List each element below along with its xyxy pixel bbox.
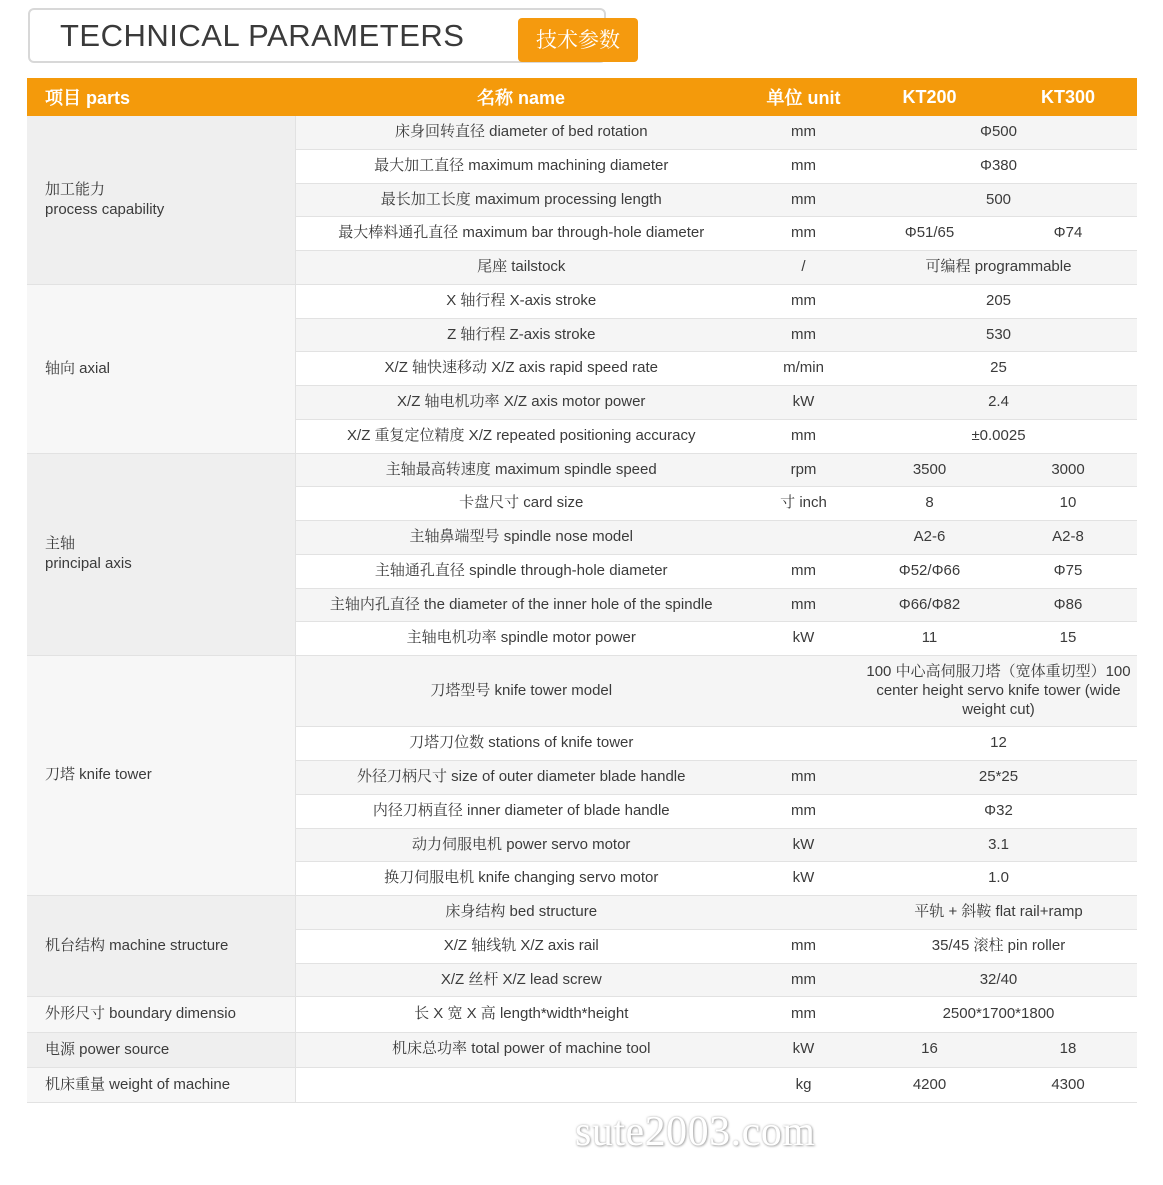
cell-value-kt200: 3500 (860, 453, 999, 487)
cell-name: 长 X 宽 X 高 length*width*height (295, 997, 747, 1032)
cell-value-kt300: 4300 (999, 1067, 1137, 1102)
cell-unit: mm (747, 588, 860, 622)
cell-name: 主轴通孔直径 spindle through-hole diameter (295, 554, 747, 588)
cell-unit: mm (747, 183, 860, 217)
cell-value-shared: Φ380 (860, 149, 1137, 183)
table-row (27, 656, 1137, 727)
cell-value-shared: 3.1 (860, 828, 1137, 862)
table-row (27, 896, 1137, 930)
cell-value-shared: 35/45 滚柱 pin roller (860, 929, 1137, 963)
cell-value-kt200: 11 (860, 622, 999, 656)
cell-value-shared: 530 (860, 318, 1137, 352)
cell-name: 尾座 tailstock (295, 251, 747, 285)
row-group-label: 机台结构 machine structure (27, 896, 295, 997)
cell-value-shared: 可编程 programmable (860, 251, 1137, 285)
cell-unit: m/min (747, 352, 860, 386)
cell-value-shared: 25*25 (860, 761, 1137, 795)
cell-value-shared: 500 (860, 183, 1137, 217)
watermark: sute2003.com (575, 1109, 816, 1155)
cell-value-shared: 100 中心高伺服刀塔（宽体重切型）100 center height servo knife tower (wide weight cut) (860, 656, 1137, 727)
cell-name: Z 轴行程 Z-axis stroke (295, 318, 747, 352)
cell-name: X/Z 轴线轨 X/Z axis rail (295, 929, 747, 963)
cell-value-kt300: Φ75 (999, 554, 1137, 588)
row-group-label: 刀塔 knife tower (27, 656, 295, 896)
cell-value-shared: 32/40 (860, 963, 1137, 997)
cell-unit (747, 727, 860, 761)
cell-name: X/Z 轴电机功率 X/Z axis motor power (295, 386, 747, 420)
cell-value-kt200: 8 (860, 487, 999, 521)
cell-value-kt200: Φ52/Φ66 (860, 554, 999, 588)
table-row (27, 1067, 1137, 1102)
table-row (27, 997, 1137, 1032)
cell-unit: mm (747, 761, 860, 795)
cell-value-shared: 平轨 + 斜鞍 flat rail+ramp (860, 896, 1137, 930)
cell-value-shared: 205 (860, 284, 1137, 318)
cell-name: 床身回转直径 diameter of bed rotation (295, 116, 747, 149)
cell-name: 最大加工直径 maximum machining diameter (295, 149, 747, 183)
cell-name: X/Z 轴快速移动 X/Z axis rapid speed rate (295, 352, 747, 386)
cell-value-kt300: 18 (999, 1032, 1137, 1067)
table-body (27, 116, 1137, 1103)
cell-unit: mm (747, 318, 860, 352)
row-group-label: 主轴 principal axis (27, 453, 295, 656)
cell-value-kt200: 4200 (860, 1067, 999, 1102)
cell-name: 床身结构 bed structure (295, 896, 747, 930)
cell-unit: mm (747, 116, 860, 149)
cell-name: X/Z 丝杆 X/Z lead screw (295, 963, 747, 997)
cell-unit: mm (747, 149, 860, 183)
cell-unit: mm (747, 217, 860, 251)
cell-unit: 寸 inch (747, 487, 860, 521)
row-group-label: 机床重量 weight of machine (27, 1067, 295, 1102)
cell-value-kt300: 3000 (999, 453, 1137, 487)
cell-name: 最长加工长度 maximum processing length (295, 183, 747, 217)
column-header-name: 名称 name (295, 78, 747, 116)
cell-unit: mm (747, 963, 860, 997)
cell-value-kt200: 16 (860, 1032, 999, 1067)
cell-unit: kW (747, 828, 860, 862)
row-group-label: 轴向 axial (27, 284, 295, 453)
page-title: TECHNICAL PARAMETERS (50, 18, 474, 54)
cell-name: 主轴最高转速度 maximum spindle speed (295, 453, 747, 487)
cell-value-shared: 1.0 (860, 862, 1137, 896)
cell-name: 主轴电机功率 spindle motor power (295, 622, 747, 656)
technical-parameters-table (27, 78, 1137, 1103)
cell-name: 主轴内孔直径 the diameter of the inner hole of the spindle (295, 588, 747, 622)
cell-unit: kg (747, 1067, 860, 1102)
cell-value-shared: 25 (860, 352, 1137, 386)
cell-name: 动力伺服电机 power servo motor (295, 828, 747, 862)
cell-name: 刀塔型号 knife tower model (295, 656, 747, 727)
cell-unit: rpm (747, 453, 860, 487)
cell-unit (747, 896, 860, 930)
cell-value-kt200: Φ51/65 (860, 217, 999, 251)
cell-value-shared: 2.4 (860, 386, 1137, 420)
cell-unit (747, 521, 860, 555)
table-row (27, 453, 1137, 487)
cell-unit: mm (747, 929, 860, 963)
column-header-unit: 单位 unit (747, 78, 860, 116)
cell-unit (747, 656, 860, 727)
cell-unit: mm (747, 794, 860, 828)
cell-name: 最大棒料通孔直径 maximum bar through-hole diameter (295, 217, 747, 251)
cell-value-shared: Φ32 (860, 794, 1137, 828)
cell-unit: mm (747, 997, 860, 1032)
cell-name: 主轴鼻端型号 spindle nose model (295, 521, 747, 555)
cell-unit: mm (747, 554, 860, 588)
column-header-kt200: KT200 (860, 78, 999, 116)
cell-value-kt300: Φ74 (999, 217, 1137, 251)
table-row (27, 284, 1137, 318)
cell-name: 内径刀柄直径 inner diameter of blade handle (295, 794, 747, 828)
column-header-kt300: KT300 (999, 78, 1137, 116)
cell-name (295, 1067, 747, 1102)
header-badge: 技术参数 (518, 18, 638, 62)
cell-value-shared: 12 (860, 727, 1137, 761)
table-row (27, 1032, 1137, 1067)
cell-unit: kW (747, 622, 860, 656)
cell-unit: mm (747, 284, 860, 318)
cell-unit: kW (747, 386, 860, 420)
table-header (27, 78, 1137, 116)
cell-value-kt300: Φ86 (999, 588, 1137, 622)
cell-value-shared: ±0.0025 (860, 419, 1137, 453)
column-header-parts: 项目 parts (27, 78, 295, 116)
cell-name: 刀塔刀位数 stations of knife tower (295, 727, 747, 761)
cell-value-kt200: Φ66/Φ82 (860, 588, 999, 622)
cell-unit: / (747, 251, 860, 285)
cell-value-shared: 2500*1700*1800 (860, 997, 1137, 1032)
cell-unit: kW (747, 862, 860, 896)
cell-name: 外径刀柄尺寸 size of outer diameter blade handle (295, 761, 747, 795)
cell-value-kt300: A2-8 (999, 521, 1137, 555)
cell-name: X/Z 重复定位精度 X/Z repeated positioning accuracy (295, 419, 747, 453)
cell-value-kt300: 10 (999, 487, 1137, 521)
cell-name: 卡盘尺寸 card size (295, 487, 747, 521)
cell-unit: kW (747, 1032, 860, 1067)
cell-name: X 轴行程 X-axis stroke (295, 284, 747, 318)
cell-name: 换刀伺服电机 knife changing servo motor (295, 862, 747, 896)
row-group-label: 电源 power source (27, 1032, 295, 1067)
cell-unit: mm (747, 419, 860, 453)
row-group-label: 加工能力 process capability (27, 116, 295, 284)
cell-value-shared: Φ500 (860, 116, 1137, 149)
cell-value-kt200: A2-6 (860, 521, 999, 555)
row-group-label: 外形尺寸 boundary dimensio (27, 997, 295, 1032)
table-row (27, 116, 1137, 149)
cell-name: 机床总功率 total power of machine tool (295, 1032, 747, 1067)
cell-value-kt300: 15 (999, 622, 1137, 656)
page-header (0, 0, 1163, 78)
